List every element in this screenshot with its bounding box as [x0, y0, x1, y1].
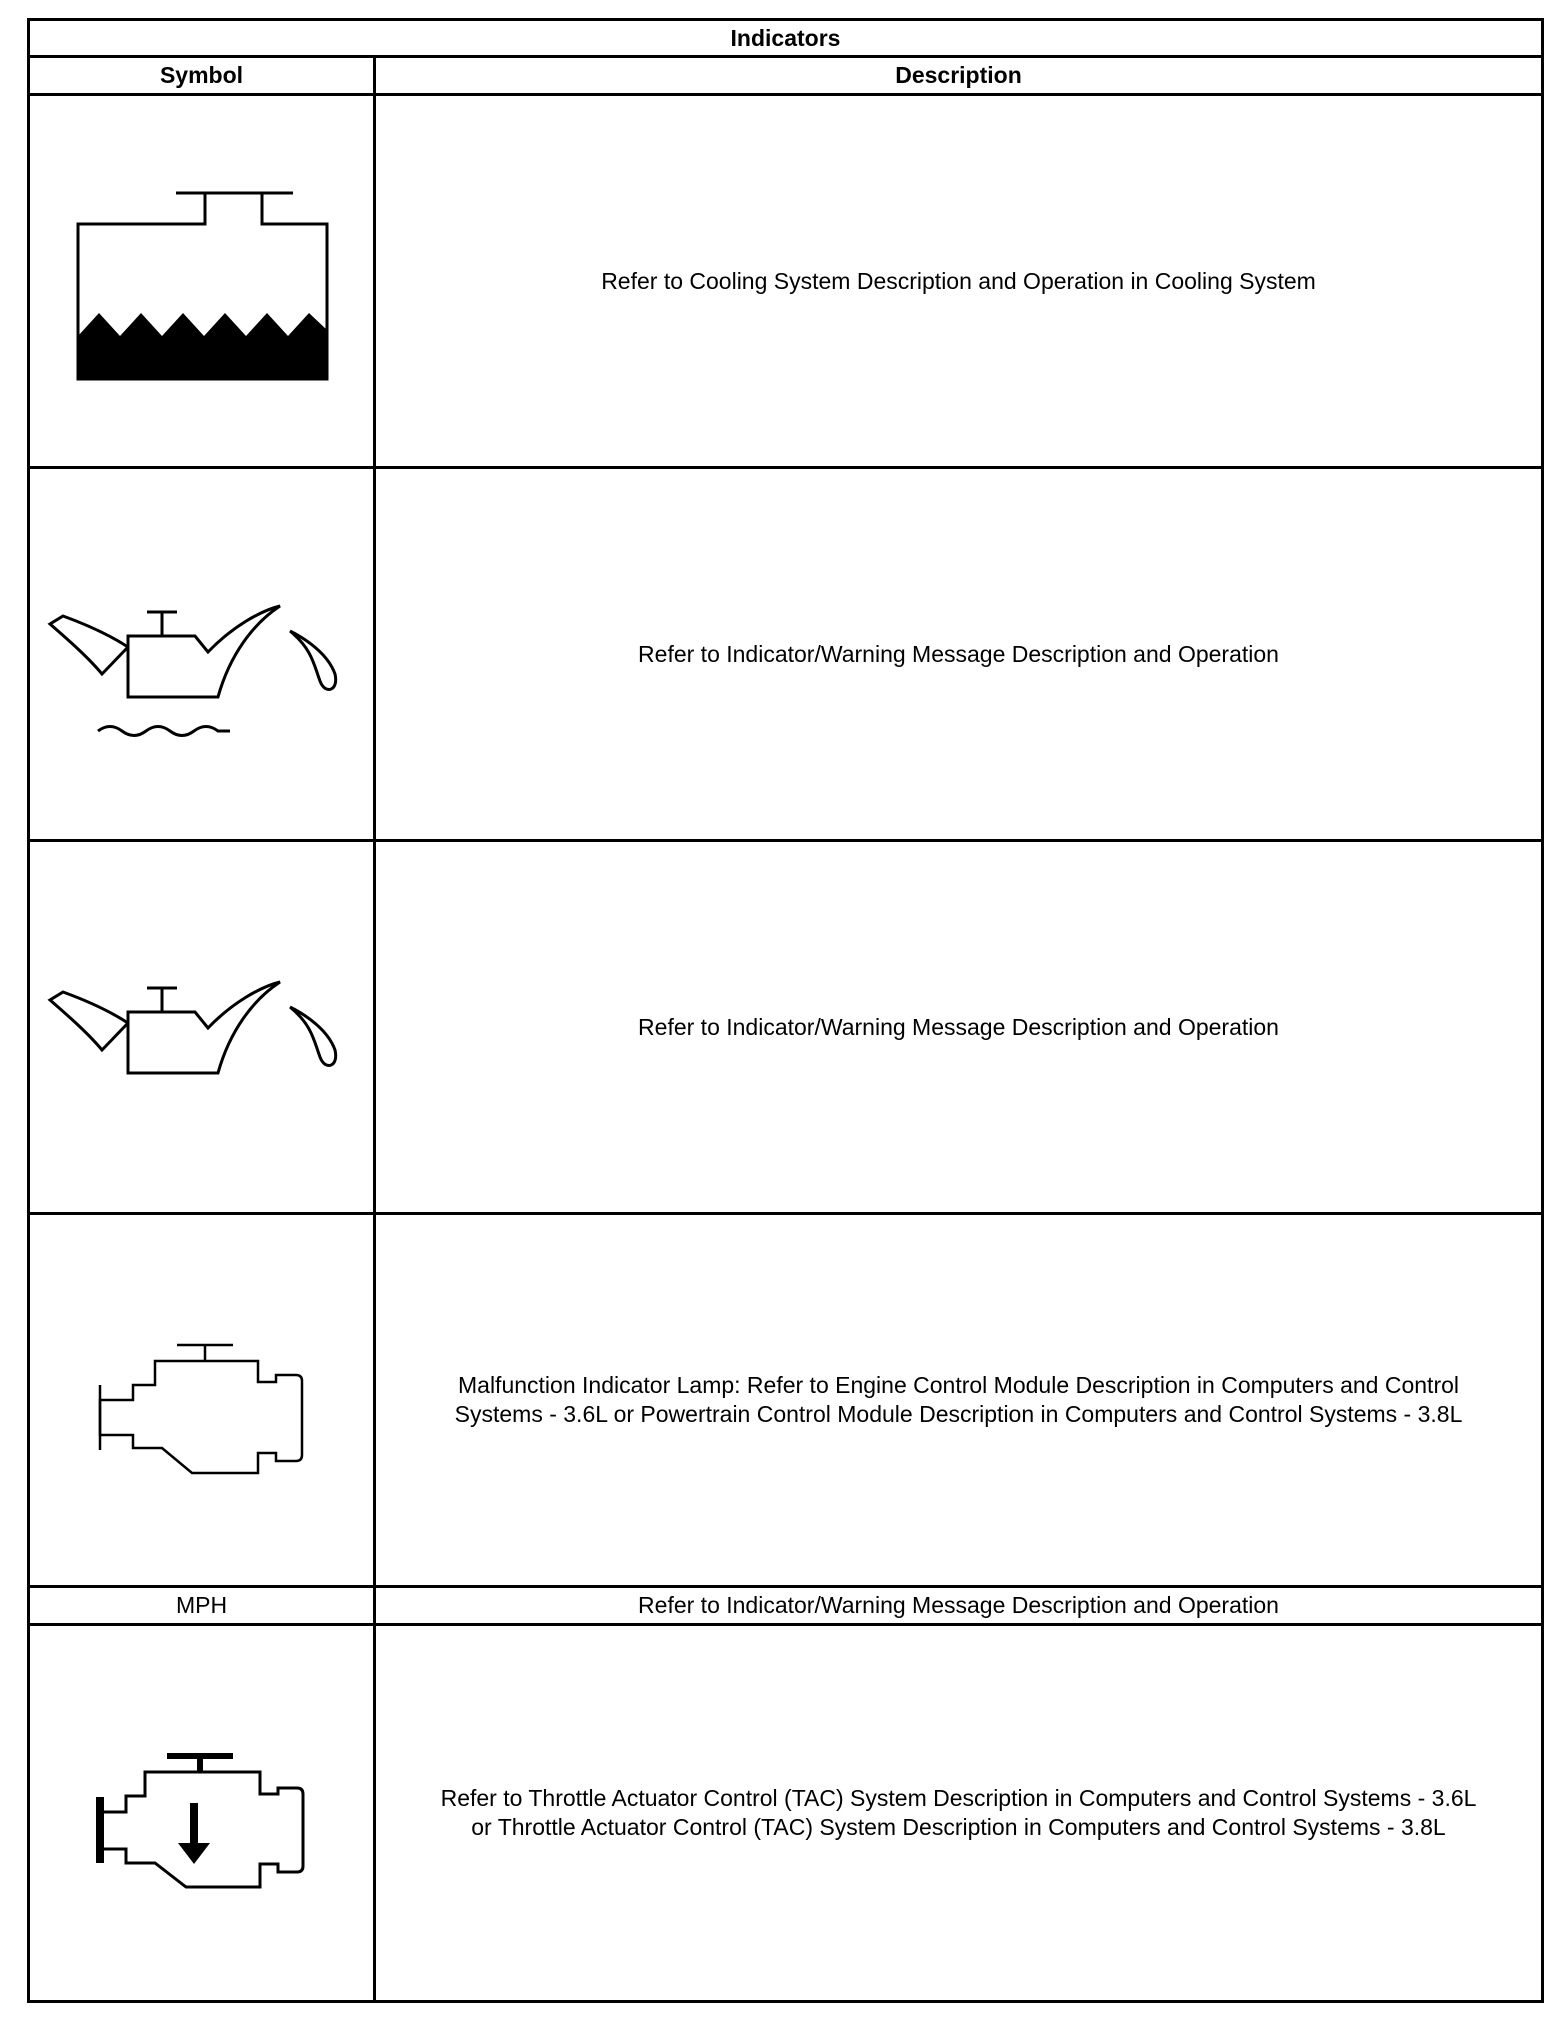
indicators-document: [27, 18, 1541, 2013]
oil-pressure-icon: [30, 842, 370, 1212]
description-text: Refer to Cooling System Description and Operation in Cooling System: [601, 267, 1316, 294]
symbol-cell: [29, 468, 375, 841]
description-text: Malfunction Indicator Lamp: Refer to Engine Control Module Description in Computers and Control: [458, 1372, 1460, 1398]
description-cell: [375, 95, 1543, 468]
description-cell: [375, 1214, 1543, 1587]
symbol-cell: [29, 841, 375, 1214]
description-cell: [375, 1625, 1543, 2002]
symbol-cell: [29, 95, 375, 468]
table-row: [29, 468, 1543, 841]
table-row: [29, 1214, 1543, 1587]
coolant-reservoir-icon: [30, 96, 370, 466]
description-text: Refer to Indicator/Warning Message Description and Operation: [638, 1013, 1279, 1040]
symbol-cell: [29, 1214, 375, 1587]
description-text: Refer to Indicator/Warning Message Description and Operation: [375, 1587, 1543, 1625]
table-title: Indicators: [29, 20, 1543, 57]
reduced-power-engine-icon: [30, 1626, 370, 2000]
table-row: [29, 95, 1543, 468]
description-text: Refer to Indicator/Warning Message Description and Operation: [638, 640, 1279, 667]
check-engine-icon: [30, 1215, 370, 1585]
table-row: [29, 1587, 1543, 1625]
description-cell: [375, 468, 1543, 841]
symbol-cell: [29, 1625, 375, 2002]
indicators-table: [27, 18, 1544, 2003]
description-text: or Throttle Actuator Control (TAC) System Description in Computers and Control Systems - 3.8L: [471, 1814, 1446, 1840]
column-header-symbol: Symbol: [29, 57, 375, 95]
symbol-text: MPH: [29, 1587, 375, 1625]
description-cell: [375, 841, 1543, 1214]
description-text: Systems - 3.6L or Powertrain Control Module Description in Computers and Control Systems - 3.8L: [454, 1401, 1463, 1427]
oil-level-icon: [30, 469, 370, 839]
column-header-description: Description: [375, 57, 1543, 95]
table-title-row: [29, 20, 1543, 57]
table-row: [29, 1625, 1543, 2002]
table-header-row: [29, 57, 1543, 95]
description-text: Refer to Throttle Actuator Control (TAC) System Description in Computers and Control Systems - 3.6L: [440, 1785, 1477, 1811]
table-row: [29, 841, 1543, 1214]
